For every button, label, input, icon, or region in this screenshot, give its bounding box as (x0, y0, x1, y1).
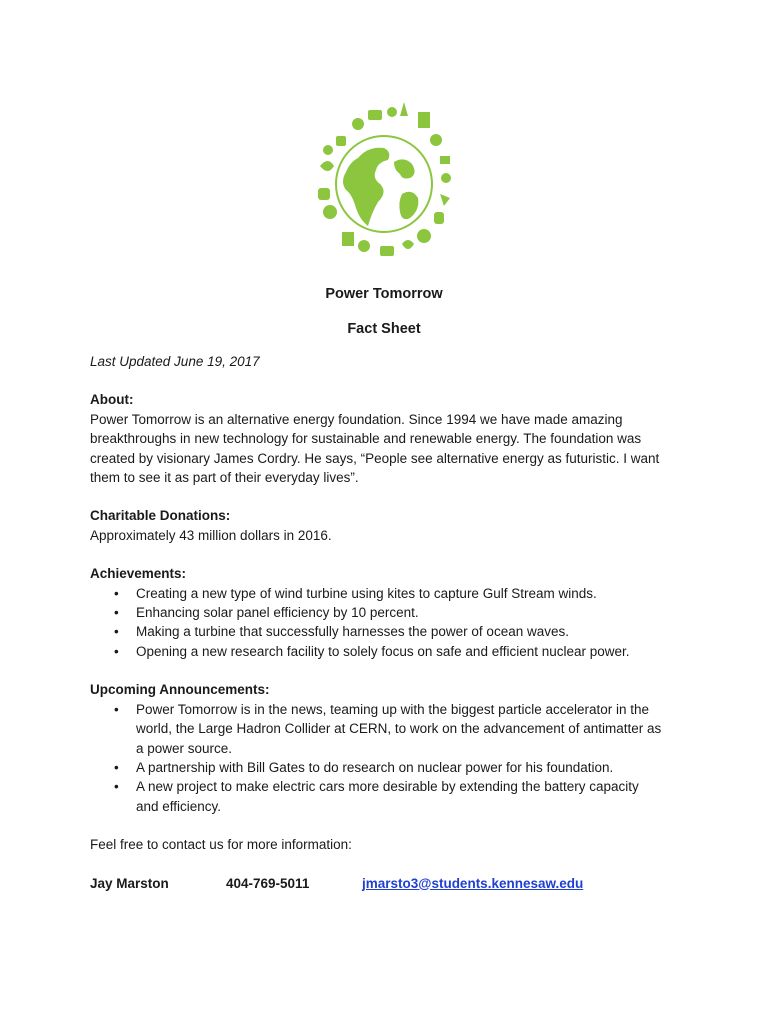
green-globe-icon (306, 96, 462, 264)
document-subtitle: Fact Sheet (347, 321, 421, 337)
bullet-icon: • (114, 759, 119, 775)
list-item (90, 777, 690, 816)
donations-heading: Charitable Donations: (90, 508, 231, 524)
list-item (90, 603, 690, 622)
announcement-line: A partnership with Bill Gates to do research on nuclear power for his foundation. (136, 759, 614, 775)
contact-phone: 404-769-5011 (226, 875, 310, 891)
contact-intro: Feel free to contact us for more information: (90, 837, 352, 853)
announcement-line: A new project to make electric cars more desirable by extending the battery capacity (136, 779, 639, 795)
about-line: breakthroughs in new technology for sustainable and renewable energy. The foundation was (90, 431, 642, 447)
announcement-line: a power source. (136, 740, 233, 756)
contact-row (90, 874, 690, 894)
last-updated: Last Updated June 19, 2017 (90, 354, 260, 369)
list-item (90, 584, 690, 603)
bullet-icon: • (114, 701, 119, 717)
announcement-line: Power Tomorrow is in the news, teaming up with the biggest particle accelerator in the (136, 701, 650, 717)
achievements-list (90, 584, 690, 662)
about-line: created by visionary James Cordry. He says, “People see alternative energy as futuristic. I want (90, 450, 660, 466)
announcement-line: and efficiency. (136, 798, 222, 814)
list-item (90, 758, 690, 777)
achievements-heading: Achievements: (90, 566, 187, 582)
fact-sheet-body (90, 352, 690, 894)
list-item (90, 642, 690, 661)
bullet-icon: • (114, 585, 119, 601)
announcements-list (90, 700, 690, 816)
bullet-icon: • (114, 624, 119, 640)
achievement-text: Enhancing solar panel efficiency by 10 percent. (136, 605, 419, 621)
about-heading: About: (90, 392, 134, 408)
list-item (90, 622, 690, 641)
announcements-heading: Upcoming Announcements: (90, 682, 270, 698)
list-item (90, 700, 690, 758)
bullet-icon: • (114, 643, 119, 659)
about-line: Power Tomorrow is an alternative energy foundation. Since 1994 we have made amazing (90, 411, 623, 427)
about-line: them to see it as part of their everyday lives”. (90, 470, 359, 486)
bullet-icon: • (114, 779, 119, 795)
achievement-text: Opening a new research facility to solely focus on safe and efficient nuclear power. (136, 643, 630, 659)
bullet-icon: • (114, 605, 119, 621)
contact-name: Jay Marston (90, 875, 169, 891)
donations-text: Approximately 43 million dollars in 2016. (90, 527, 332, 543)
document-title: Power Tomorrow (325, 286, 443, 302)
achievement-text: Making a turbine that successfully harnesses the power of ocean waves. (136, 624, 569, 640)
announcement-line: world, the Large Hadron Collider at CERN, to work on the advancement of antimatter as (136, 721, 662, 737)
achievement-text: Creating a new type of wind turbine using kites to capture Gulf Stream winds. (136, 585, 597, 601)
contact-email-link[interactable]: jmarsto3@students.kennesaw.edu (362, 875, 584, 891)
